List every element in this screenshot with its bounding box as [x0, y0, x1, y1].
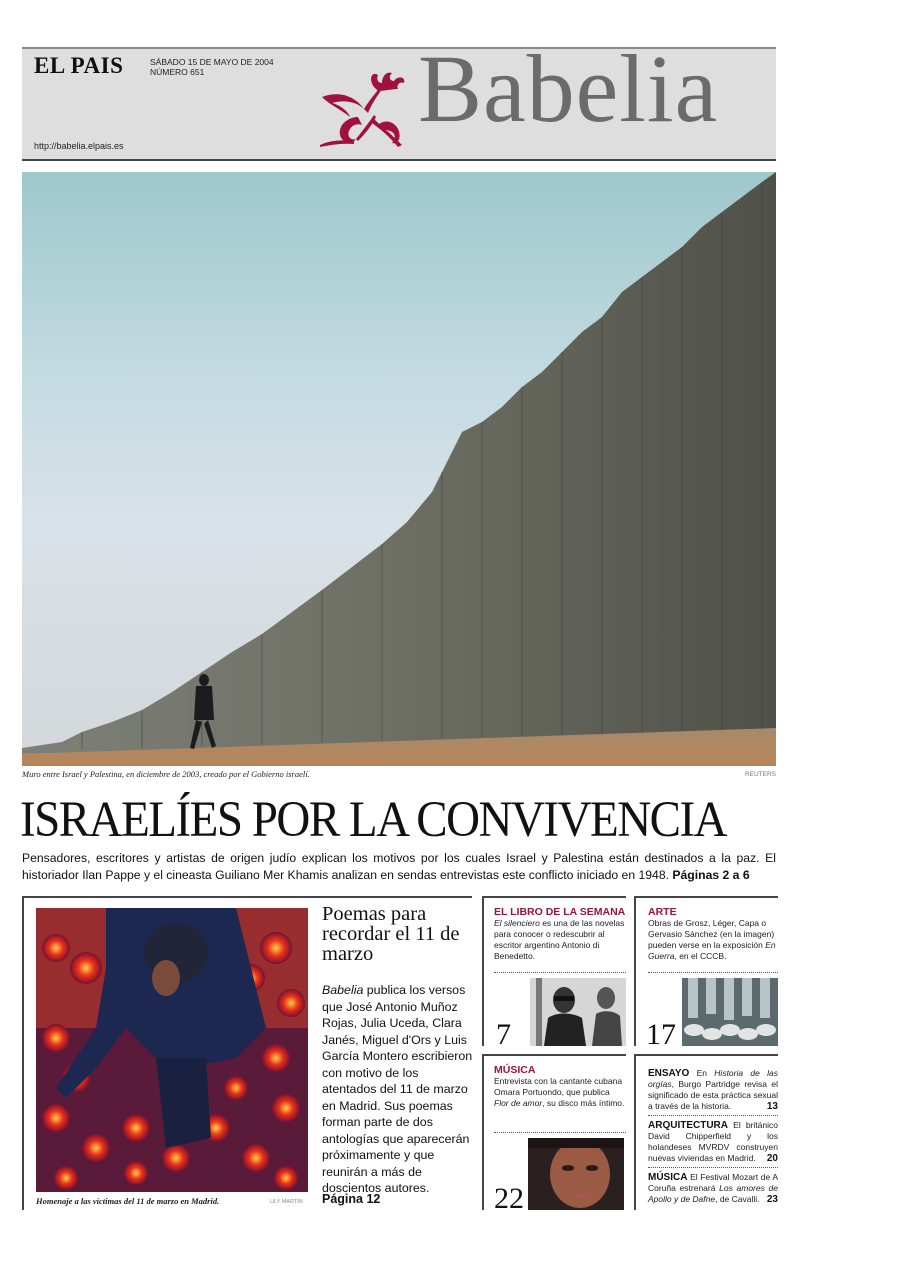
box-musica[interactable] [482, 1054, 626, 1215]
short-text-end: , Burgo Partridge revisa el significado de esta práctica sexual a través de la historia. [648, 1079, 778, 1111]
box-arte-venue: , en el CCCB. [674, 951, 727, 961]
box-musica-desc: Entrevista con la cantante cubana Omara Portuondo, que publica [494, 1076, 623, 1097]
poem-story [22, 896, 472, 1210]
poem-photo-candles [36, 908, 308, 1192]
main-photo-caption: Muro entre Israel y Palestina, en diciembre de 2003, creado por el Gobierno israelí. [22, 769, 310, 779]
poem-photo-caption: Homenaje a las víctimas del 11 de marzo en Madrid. [36, 1196, 220, 1206]
divider [648, 972, 778, 973]
masthead [22, 35, 776, 161]
lead-headline[interactable]: ISRAELÍES POR LA CONVIVENCIA [20, 791, 727, 848]
short-item-musica[interactable] [648, 1172, 778, 1205]
box-libro[interactable] [482, 896, 626, 1051]
box-musica-page: 22 [494, 1182, 524, 1215]
box-libro-photo [530, 978, 626, 1046]
issue-info [150, 57, 274, 77]
divider [494, 972, 626, 973]
lead-pages-link[interactable]: Páginas 2 a 6 [672, 868, 750, 882]
section-title: Babelia [418, 35, 719, 142]
divider [494, 1132, 626, 1133]
lead-deck [22, 850, 776, 884]
short-text: En [689, 1068, 715, 1078]
box-arte-exhibition: En Guerra [648, 940, 776, 961]
box-musica-label: MÚSICA [494, 1064, 536, 1076]
short-label: ENSAYO [648, 1068, 690, 1079]
short-text: El británico David Chipperfield y los holandeses MVRDV construyen nuevas viviendas en Madrid. [648, 1120, 778, 1163]
short-label: ARQUITECTURA [648, 1120, 728, 1131]
short-text: El Festival Mozart de A Coruña estrenará [648, 1172, 778, 1193]
wall-illustration [22, 172, 776, 766]
issue-date: SÁBADO 15 DE MAYO DE 2004 [150, 57, 274, 67]
poem-story-body [322, 982, 474, 1197]
main-photo-wall [22, 172, 776, 766]
box-libro-book-title: El silenciero [494, 918, 540, 928]
short-item-ensayo[interactable] [648, 1068, 778, 1112]
box-musica-album: Flor de amor [494, 1098, 543, 1108]
fleur-ornament-icon [318, 69, 414, 151]
box-arte-desc: Obras de Grosz, Léger, Capa o Gervasio Sánchez (en la imagen) pueden verse en la exposición [648, 918, 775, 950]
box-libro-page: 7 [496, 1018, 511, 1051]
site-url[interactable]: http://babelia.elpais.es [34, 141, 124, 151]
box-libro-text [494, 918, 626, 962]
box-musica-desc-end: , su disco más íntimo. [542, 1098, 625, 1108]
box-arte-label: ARTE [648, 906, 677, 918]
main-photo-credit: REUTERS [744, 771, 776, 778]
box-arte-page: 17 [646, 1018, 676, 1051]
box-libro-label: EL LIBRO DE LA SEMANA [494, 906, 626, 918]
poem-page-link[interactable]: Página 12 [322, 1192, 381, 1206]
box-libro-desc: es una de las novelas para conocer o redescubrir al escritor argentino Antonio di Benedetto. [494, 918, 625, 961]
short-title: Los amores de Apollo y de Dafne [648, 1183, 778, 1204]
poem-story-title[interactable]: Poemas para recordar el 11 de marzo [322, 903, 460, 965]
box-arte[interactable] [634, 896, 778, 1051]
issue-number: NÚMERO 651 [150, 67, 205, 77]
poem-body-lead: Babelia [322, 983, 364, 997]
poem-photo-credit: ULY MARTÍN [270, 1199, 303, 1205]
divider [648, 1115, 778, 1116]
short-page: 23 [766, 1194, 778, 1205]
poem-body-text: publica los versos que José Antonio Muñoz Rojas, Julia Uceda, Clara Janés, Miguel d'Ors y Luis García Montero escribieron con motivo de los atentados del 11 de marzo en Madrid. Sus poemas forman parte de dos antologías que aparecerán próximamente y que reunirán a más de doscientos autores. [322, 983, 473, 1195]
lead-deck-text: Pensadores, escritores y artistas de origen judío explican los motivos por los cuales Israel y Palestina están destinados a la paz. El historiador Ilan Pappe y el cineasta Guiliano Mer Khamis analizan en sendas entrevistas este conflicto iniciado en 1948. [22, 851, 776, 882]
short-text-end: , de Cavalli. [715, 1194, 760, 1204]
divider [648, 1167, 778, 1168]
short-title: Historia de las orgías [648, 1068, 778, 1089]
box-arte-text [648, 918, 778, 962]
box-musica-photo [528, 1138, 624, 1210]
short-page: 20 [766, 1153, 778, 1164]
box-shorts [634, 1054, 778, 1210]
box-arte-photo [682, 978, 778, 1046]
short-item-arquitectura[interactable] [648, 1120, 778, 1164]
box-musica-text [494, 1076, 626, 1109]
publisher-logo: EL PAIS [34, 53, 124, 78]
short-page: 13 [766, 1101, 778, 1112]
short-label: MÚSICA [648, 1172, 688, 1183]
